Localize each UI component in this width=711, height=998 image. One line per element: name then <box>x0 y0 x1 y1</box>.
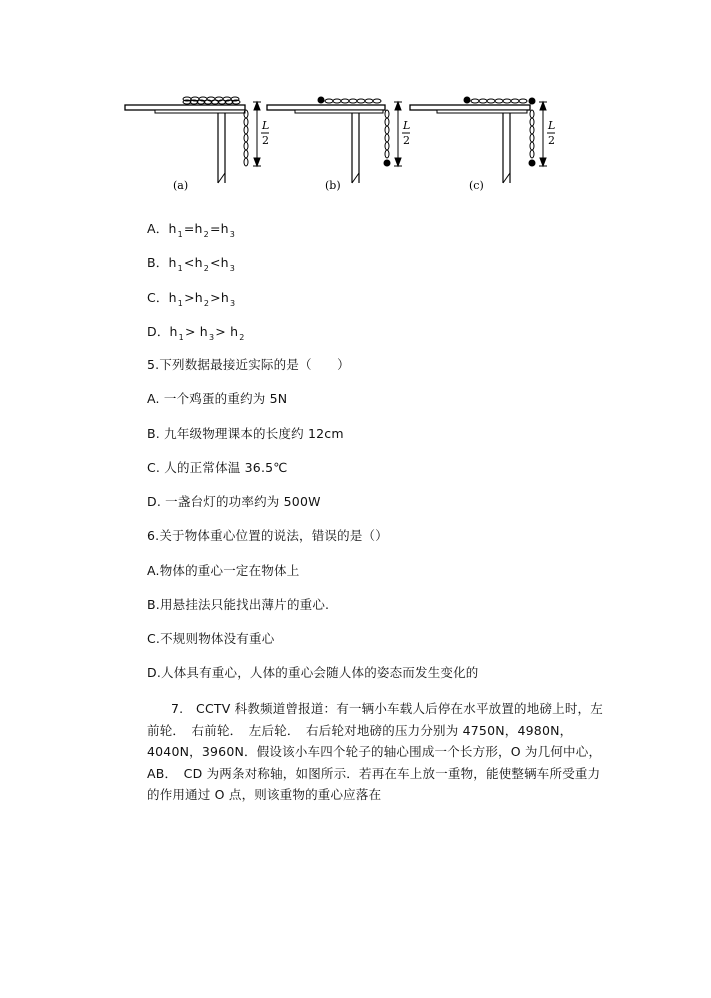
q5-option-a: A. 一个鸡蛋的重约为 5N <box>147 391 288 406</box>
q4-option-d: D．$h_1> h_3> h_2$ <box>147 324 245 342</box>
q5-option-b: B. 九年级物理课本的长度约 12cm <box>147 426 344 441</box>
q6-option-d: D.人体具有重心，人体的重心会随人体的姿态而发生变化的 <box>147 665 479 680</box>
chain-vertical-c <box>530 110 534 158</box>
chain-vertical-b <box>385 110 389 158</box>
dim-den-a: 2 <box>262 134 269 147</box>
chain-horizontal-b <box>325 99 381 103</box>
dim-num-a: L <box>262 119 270 132</box>
dim-den-c: 2 <box>548 134 555 147</box>
chain-horizontal-c <box>471 99 527 103</box>
chain-horizontal-a <box>183 97 240 104</box>
chain-table-figure <box>115 88 600 198</box>
chain-vertical-a <box>244 110 248 166</box>
q4-option-b: B．$h_1<h_2<h_3$ <box>147 255 236 273</box>
q6-option-c: C.不规则物体没有重心 <box>147 631 275 646</box>
ball-left-b <box>318 97 325 104</box>
label-b: (b) <box>325 179 341 192</box>
ball-left-c <box>464 97 471 104</box>
q4-option-c: C．$h_1>h_2>h_3$ <box>147 290 236 308</box>
figure-svg <box>115 88 600 198</box>
q5-option-c: C. 人的正常体温 36.5℃ <box>147 460 288 475</box>
dim-den-b: 2 <box>403 134 410 147</box>
dim-num-b: L <box>403 119 411 132</box>
label-a: (a) <box>173 179 189 192</box>
q6-option-b: B.用悬挂法只能找出薄片的重心. <box>147 597 330 612</box>
label-c: (c) <box>469 179 484 192</box>
q6-option-a: A.物体的重心一定在物体上 <box>147 563 300 578</box>
q5-option-d: D. 一盏台灯的功率约为 500W <box>147 494 321 509</box>
q6-stem: 6.关于物体重心位置的说法，错误的是（） <box>147 528 388 543</box>
panel-a <box>125 97 269 192</box>
dim-num-c: L <box>548 119 556 132</box>
ball-corner-c <box>529 98 536 105</box>
ball-bottom-c <box>529 160 536 167</box>
ball-bottom-b <box>384 160 391 167</box>
panel-c <box>410 97 555 193</box>
q4-option-a: A．$h_1=h_2=h_3$ <box>147 221 236 239</box>
panel-b <box>267 97 410 193</box>
q5-stem: 5.下列数据最接近实际的是（ ） <box>147 357 350 372</box>
q7-paragraph: 7. CCTV 科教频道曾报道：有一辆小车载人后停在水平放置的地磅上时，左前轮． 右前轮． 左后轮． 右后轮对地磅的压力分别为 4750N，4980N，4040N，3960N．假设该小车四个轮子的轴心围成一个长方形，O 为几何中心，AB． CD 为两条对称轴，如图所示．若再在车上放一重物，能使整辆车所受重力的作用通过 O 点，则该重物的重心应落在 <box>147 701 603 802</box>
